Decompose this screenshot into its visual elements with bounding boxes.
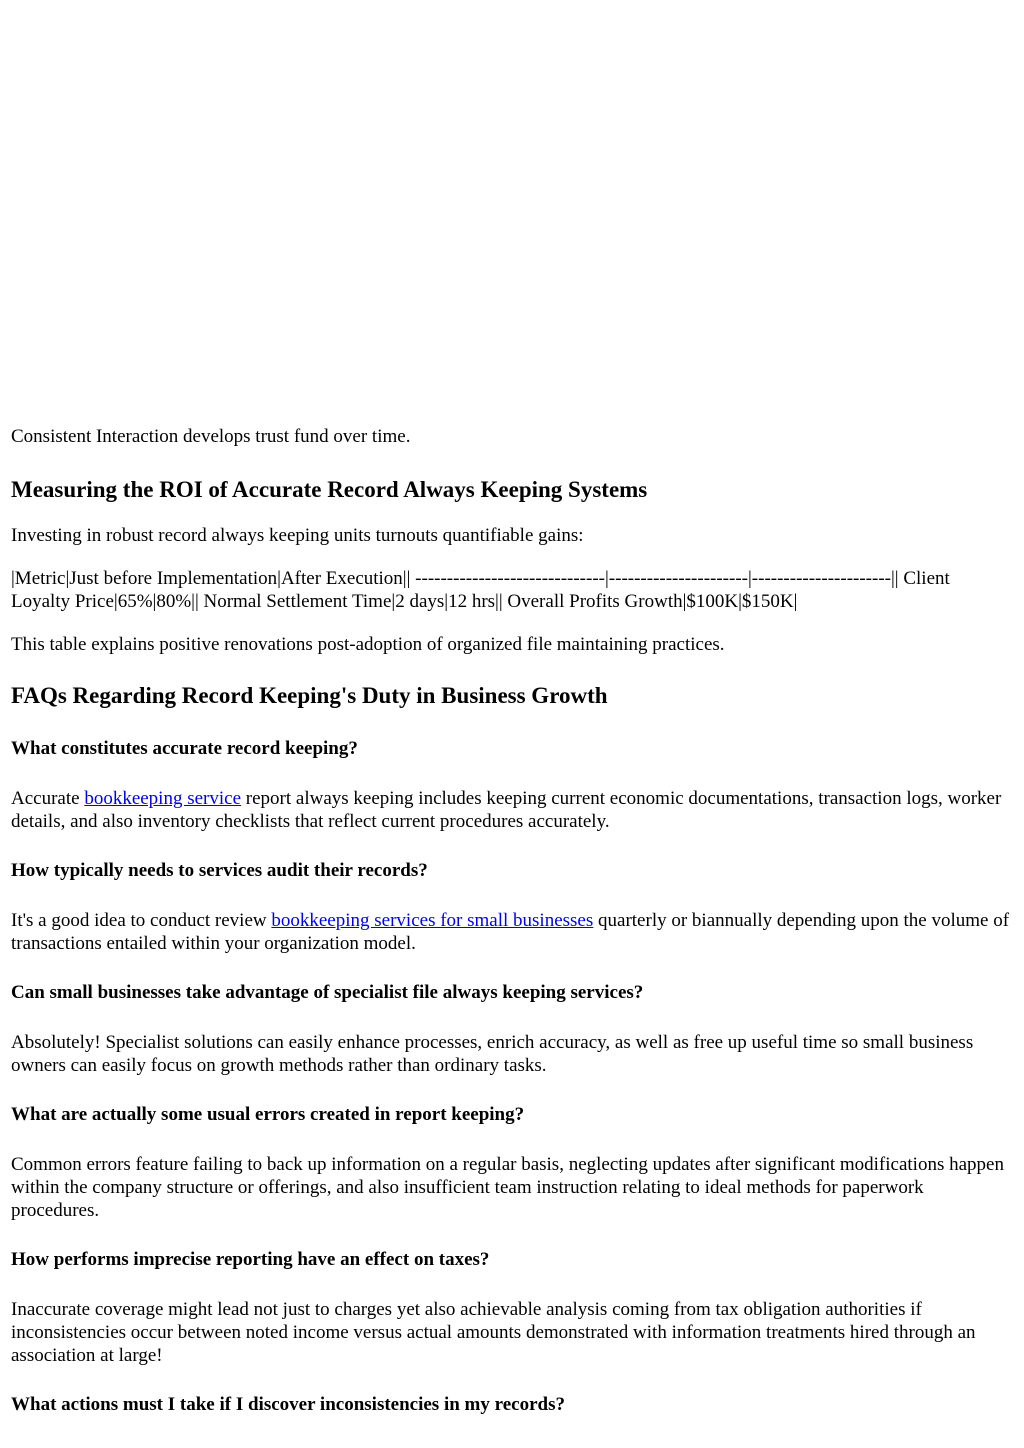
document-body bbox=[11, 425, 1011, 1443]
faq-answer bbox=[11, 909, 1011, 955]
faq-question: How performs imprecise reporting have an effect on taxes? bbox=[11, 1249, 490, 1270]
bookkeeping-small-business-link[interactable]: bookkeeping services for small businesses bbox=[271, 910, 594, 931]
faq-answer: Common errors feature failing to back up information on a regular basis, neglecting updates after significant modifications happen within the company structure or offerings, and also insufficient team instruction relating to ideal methods for paperwork procedures. bbox=[11, 1154, 1004, 1221]
roi-explanation-paragraph: This table explains positive renovations post-adoption of organized file maintaining practices. bbox=[11, 634, 725, 655]
faq-question: Can small businesses take advantage of specialist file always keeping services? bbox=[11, 982, 644, 1003]
roi-heading: Measuring the ROI of Accurate Record Always Keeping Systems bbox=[11, 477, 648, 502]
faq-question: What constitutes accurate record keeping? bbox=[11, 738, 358, 759]
faq-heading: FAQs Regarding Record Keeping's Duty in Business Growth bbox=[11, 683, 608, 708]
faq-question: What actions must I take if I discover inconsistencies in my records? bbox=[11, 1394, 565, 1415]
faq-answer-text: It's a good idea to conduct review bbox=[11, 910, 272, 931]
faq-answer-text: Accurate bbox=[11, 788, 85, 809]
faq-answer: Absolutely! Specialist solutions can easily enhance processes, enrich accuracy, as well as free up useful time so small business owners can easily focus on growth methods rather than ordinary tasks. bbox=[11, 1032, 974, 1076]
faq-answer bbox=[11, 787, 1011, 833]
faq-answer: Inaccurate coverage might lead not just to charges yet also achievable analysis coming from tax obligation authorities if inconsistencies occur between noted income versus actual amounts demonstrated with information treatments hired through an association at large! bbox=[11, 1299, 976, 1366]
faq-answer-text: quarterly or biannually depending upon the volume of transactions entailed within your organization model. bbox=[11, 910, 1010, 954]
faq-question: What are actually some usual errors created in report keeping? bbox=[11, 1104, 525, 1125]
roi-table-text: |Metric|Just before Implementation|After Execution|| ------------------------------|----------------------|----------------------|| Client Loyalty Price|65%|80%|| Normal Settlement Time|2 days|12 hrs|| Overall Profits Growth|$100K|$150K| bbox=[11, 568, 950, 612]
roi-lead-paragraph: Investing in robust record always keeping units turnouts quantifiable gains: bbox=[11, 525, 584, 546]
faq-question: How typically needs to services audit their records? bbox=[11, 860, 428, 881]
bookkeeping-service-link[interactable]: bookkeeping service bbox=[84, 788, 242, 809]
faq-answer-text: report always keeping includes keeping current economic documentations, transaction logs, worker details, and also inventory checklists that reflect current procedures accurately. bbox=[11, 788, 1002, 832]
intro-paragraph: Consistent Interaction develops trust fund over time. bbox=[11, 426, 411, 447]
